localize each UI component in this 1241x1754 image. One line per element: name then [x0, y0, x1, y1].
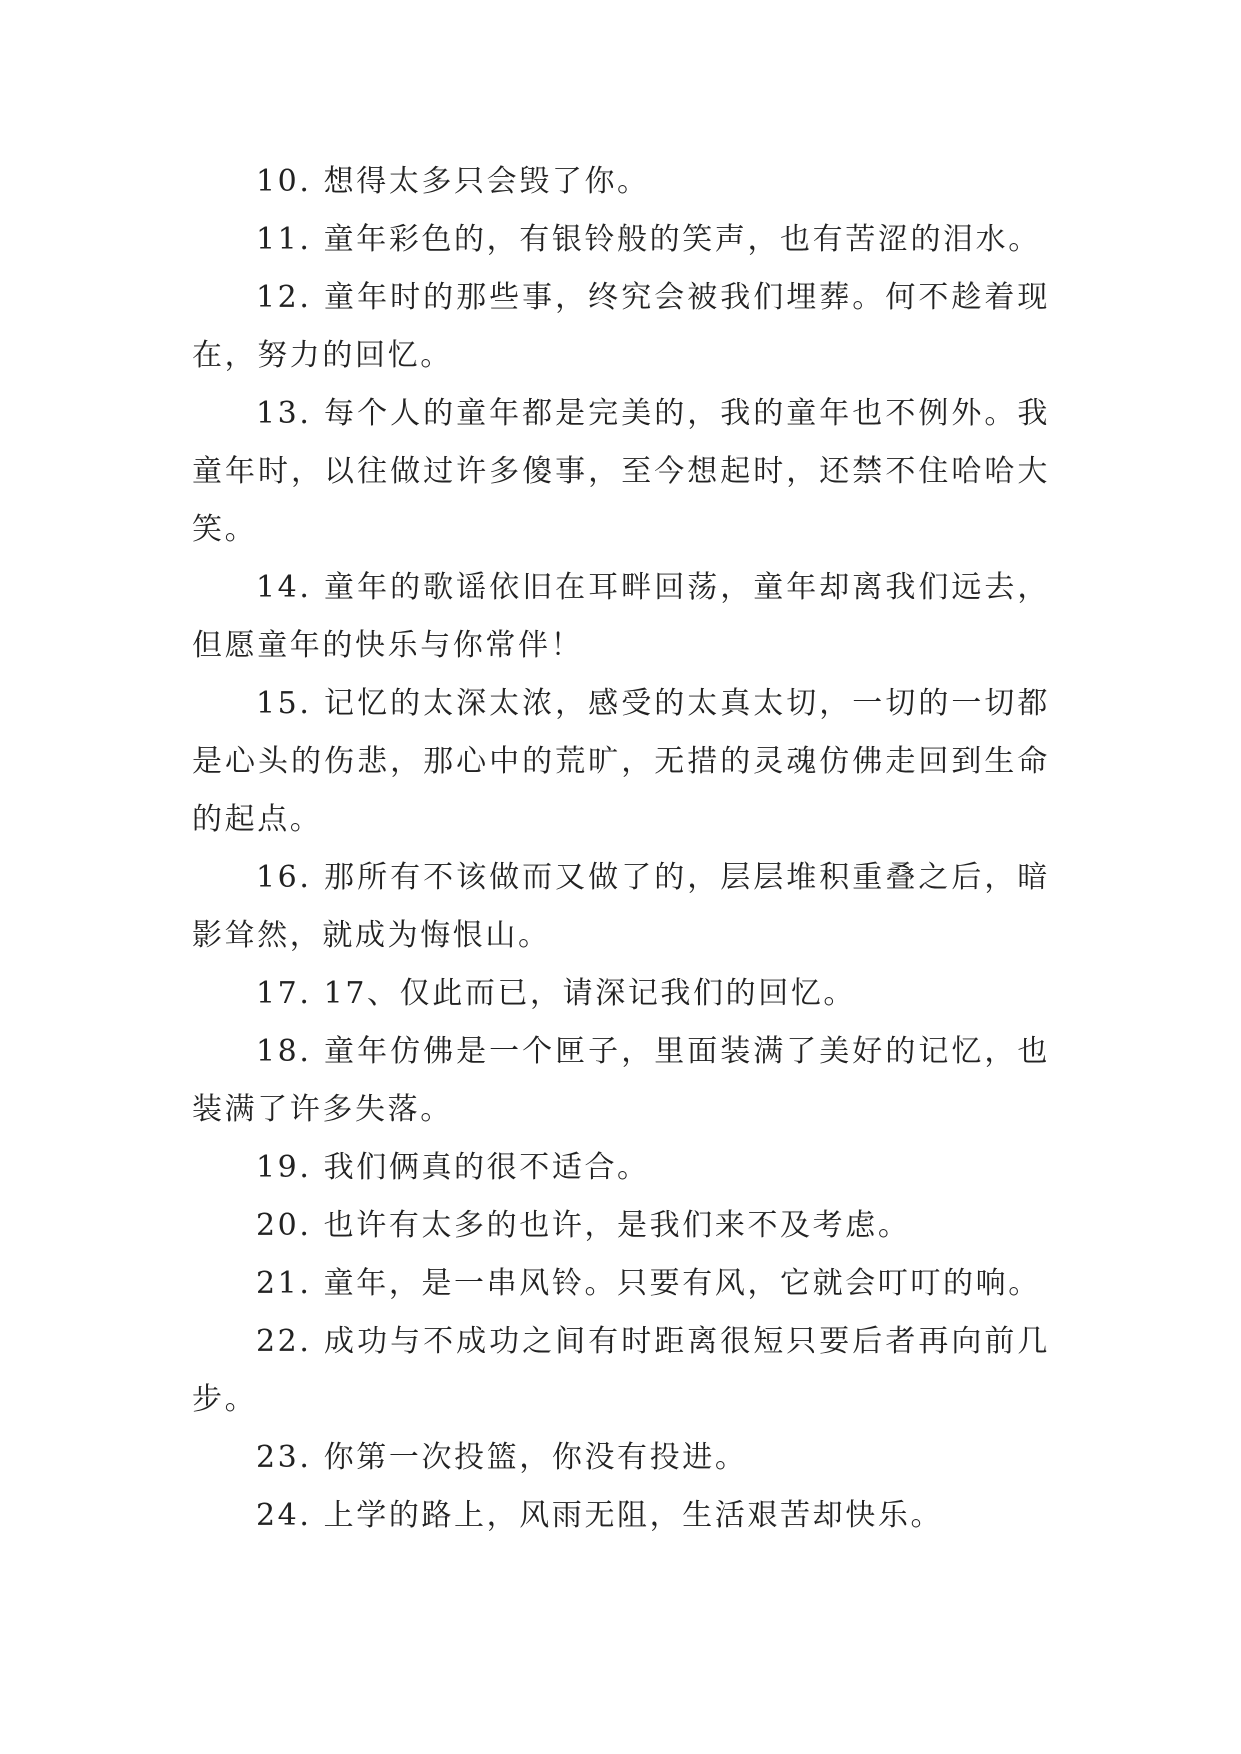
paragraph-23: 23. 你第一次投篮，你没有投进。 [256, 1440, 748, 1475]
paragraph-20: 20. 也许有太多的也许，是我们来不及考虑。 [256, 1208, 911, 1243]
paragraph-16: 16. 那所有不该做而又做了的，层层堆积重叠之后，暗影耸然，就成为悔恨山。 [192, 860, 1050, 953]
paragraph-18: 18. 童年仿佛是一个匣子，里面装满了美好的记忆，也装满了许多失落。 [192, 1034, 1050, 1127]
paragraph-22: 22. 成功与不成功之间有时距离很短只要后者再向前几步。 [192, 1324, 1050, 1417]
paragraph-14: 14. 童年的歌谣依旧在耳畔回荡，童年却离我们远去，但愿童年的快乐与你常伴！ [192, 570, 1050, 663]
paragraph-17: 17. 17、仅此而已，请深记我们的回忆。 [256, 976, 857, 1011]
document-body [192, 153, 1050, 1545]
paragraph-13: 13. 每个人的童年都是完美的，我的童年也不例外。我童年时，以往做过许多傻事，至今想起时，还禁不住哈哈大笑。 [192, 396, 1050, 547]
paragraph-19: 19. 我们俩真的很不适合。 [256, 1150, 650, 1185]
paragraph-24: 24. 上学的路上，风雨无阻，生活艰苦却快乐。 [256, 1498, 944, 1533]
paragraph-21: 21. 童年，是一串风铃。只要有风，它就会叮叮的响。 [256, 1266, 1041, 1301]
paragraph-12: 12. 童年时的那些事，终究会被我们埋葬。何不趁着现在，努力的回忆。 [192, 280, 1050, 373]
paragraph-11: 11. 童年彩色的，有银铃般的笑声，也有苦涩的泪水。 [256, 222, 1041, 257]
paragraph-10: 10. 想得太多只会毁了你。 [256, 164, 650, 199]
paragraph-15: 15. 记忆的太深太浓，感受的太真太切，一切的一切都是心头的伤悲，那心中的荒旷，无措的灵魂仿佛走回到生命的起点。 [192, 686, 1050, 837]
